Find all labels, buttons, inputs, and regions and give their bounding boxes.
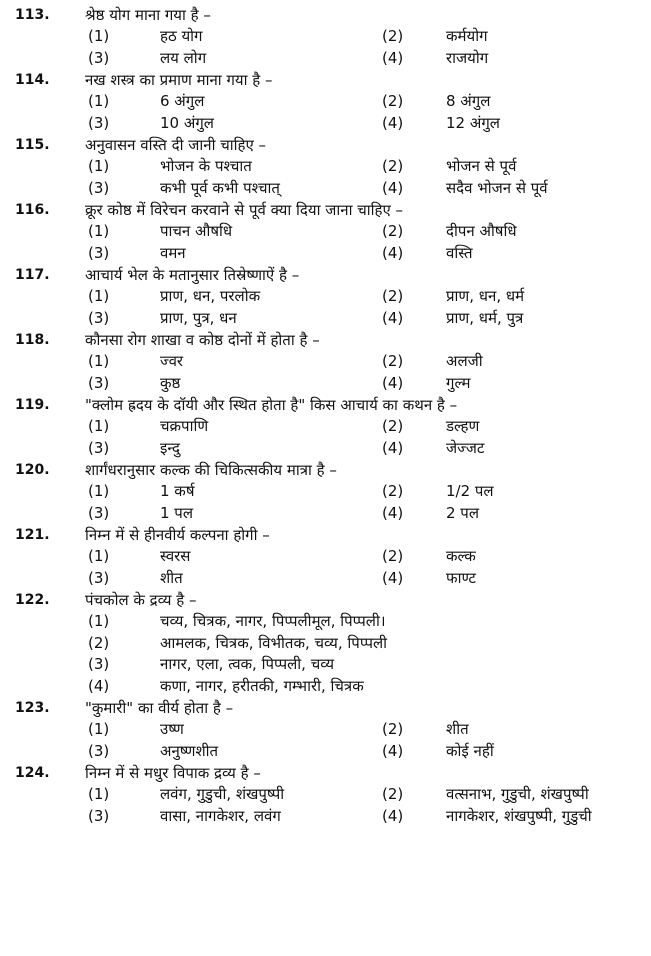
option-number: (3) [88,741,110,760]
option-row [0,91,651,113]
question-text: निम्न में से हीनवीर्य कल्पना होगी – [85,526,270,544]
option-number: (1) [88,482,110,500]
question-text: क्रूर कोष्ठ में विरेचन करवाने से पूर्व क्या दिया जाना चाहिए – [85,201,404,219]
option-text: 1 कर्ष [160,482,195,500]
question-line [0,459,651,481]
option-text: प्राण, धन, धर्म [446,287,525,305]
option-number: (2) [382,417,404,435]
option-text: ज्वर [160,352,184,370]
option-number: (3) [88,243,110,262]
option-row [0,416,651,438]
option-number: (2) [382,785,404,803]
option-text: उष्ण [160,720,184,738]
question-line [0,589,651,611]
option-text: 6 अंगुल [160,92,205,110]
question-number: 124. [15,765,50,781]
option-number: (3) [88,178,110,197]
option-row [0,178,651,200]
option-row [0,676,651,698]
option-number: (3) [88,113,110,132]
option-number: (3) [88,308,110,327]
option-text: कणा, नागर, हरीतकी, गम्भारी, चित्रक [160,676,364,695]
question-5 [0,329,651,394]
option-number: (4) [382,568,404,587]
option-text: वासा, नागकेशर, लवंग [160,806,281,825]
question-4 [0,264,651,329]
option-row [0,633,651,655]
option-number: (1) [88,157,110,175]
question-line [0,199,651,221]
question-number: 119. [15,397,50,413]
question-text: निम्न में से मधुर विपाक द्रव्य है – [85,764,261,782]
option-row [0,351,651,373]
option-number: (3) [88,373,110,392]
option-text: 2 पल [446,503,480,522]
question-text: "कुमारी" का वीर्य होता है – [85,699,234,717]
question-number: 115. [15,137,50,153]
question-text: श्रेष्ठ योग माना गया है – [85,6,211,24]
option-number: (3) [88,438,110,457]
option-row [0,438,651,460]
question-line [0,264,651,286]
option-number: (1) [88,27,110,45]
option-text: कर्मयोग [446,27,488,45]
option-text: कभी पूर्व कभी पश्चात् [160,178,280,197]
option-number: (4) [382,438,404,457]
option-text: लय लोग [160,48,207,67]
option-text: प्राण, धन, परलोक [160,287,261,305]
question-8 [0,524,651,589]
option-text: इन्दु [160,438,180,457]
option-text: फाण्ट [446,568,476,587]
option-text: आमलक, चित्रक, विभीतक, चव्य, पिप्पली [160,633,388,652]
option-text: शीत [160,568,183,587]
option-row [0,611,651,633]
option-row [0,308,651,330]
option-number: (1) [88,92,110,110]
option-number: (4) [382,243,404,262]
question-number: 121. [15,527,50,543]
option-number: (3) [88,503,110,522]
question-number: 120. [15,462,50,478]
question-0 [0,4,651,69]
option-number: (3) [88,655,110,673]
question-number: 123. [15,700,50,716]
option-number: (4) [382,308,404,327]
option-number: (2) [382,547,404,565]
option-number: (4) [88,676,110,695]
question-text: कौनसा रोग शाखा व कोष्ठ दोनों में होता है – [85,331,320,349]
option-text: चव्य, चित्रक, नागर, पिप्पलीमूल, पिप्पली। [160,612,386,630]
option-text: स्वरस [160,547,191,565]
option-text: भोजन से पूर्व [446,157,517,175]
question-number: 122. [15,592,50,608]
question-6 [0,394,651,459]
option-number: (4) [382,741,404,760]
option-text: 10 अंगुल [160,113,214,132]
option-number: (1) [88,547,110,565]
question-text: अनुवासन वस्ति दी जानी चाहिए – [85,136,267,154]
option-row [0,784,651,806]
option-row [0,373,651,395]
option-number: (1) [88,287,110,305]
option-text: 1/2 पल [446,482,494,500]
option-row [0,806,651,828]
option-text: 12 अंगुल [446,113,500,132]
option-number: (2) [382,157,404,175]
option-text: डल्हण [446,417,480,435]
option-text: नागर, एला, त्वक, पिप्पली, चव्य [160,655,335,673]
question-number: 118. [15,332,50,348]
option-text: वत्सनाभ, गुडुची, शंखपुष्पी [446,785,589,803]
option-text: चक्रपाणि [160,417,209,435]
question-text: "क्लोम ह्रदय के दॉयी और स्थित होता है" किस आचार्य का कथन है – [85,396,458,414]
option-row [0,654,651,676]
option-number: (3) [88,48,110,67]
option-number: (2) [382,482,404,500]
option-row [0,741,651,763]
question-number: 117. [15,267,50,283]
option-row [0,481,651,503]
question-text: आचार्य भेल के मतानुसार तिस्रेष्णाऐं है – [85,266,300,284]
question-text: नख शस्त्र का प्रमाण माना गया है – [85,71,273,89]
question-3 [0,199,651,264]
option-row [0,26,651,48]
option-text: प्राण, पुत्र, धन [160,308,237,327]
question-line [0,329,651,351]
option-text: वमन [160,243,186,262]
question-line [0,4,651,26]
option-text: नागकेशर, शंखपुष्पी, गुडुची [446,806,592,825]
question-1 [0,69,651,134]
option-row [0,113,651,135]
question-text: शार्गंधरानुसार कल्क की चिकित्सकीय मात्रा है – [85,461,337,479]
option-text: अनुष्णशीत [160,741,219,760]
question-7 [0,459,651,524]
question-line [0,697,651,719]
option-number: (4) [382,806,404,825]
option-number: (2) [382,720,404,738]
option-text: राजयोग [446,48,489,67]
option-number: (1) [88,352,110,370]
question-page [0,4,651,827]
option-row [0,243,651,265]
option-text: लवंग, गुडुची, शंखपुष्पी [160,785,285,803]
option-number: (4) [382,178,404,197]
option-text: कुष्ठ [160,373,181,392]
option-text: हठ योग [160,27,203,45]
option-number: (1) [88,720,110,738]
option-text: शीत [446,720,469,738]
question-line [0,762,651,784]
option-number: (2) [382,92,404,110]
option-row [0,221,651,243]
option-number: (4) [382,503,404,522]
question-line [0,524,651,546]
question-number: 114. [15,72,50,88]
option-number: (2) [382,222,404,240]
option-number: (4) [382,113,404,132]
question-text: पंचकोल के द्रव्य है – [85,591,197,609]
option-number: (4) [382,373,404,392]
option-text: कोई नहीं [446,741,494,760]
option-number: (1) [88,785,110,803]
option-row [0,719,651,741]
option-text: दीपन औषधि [446,222,517,240]
option-number: (2) [382,27,404,45]
option-row [0,156,651,178]
option-row [0,286,651,308]
option-text: जेज्जट [446,438,485,457]
question-11 [0,762,651,827]
option-text: पाचन औषधि [160,222,233,240]
option-number: (4) [382,48,404,67]
option-number: (3) [88,806,110,825]
option-text: भोजन के पश्चात [160,157,252,175]
option-text: गुल्म [446,373,471,392]
option-number: (2) [88,633,110,652]
question-10 [0,697,651,762]
option-text: 8 अंगुल [446,92,491,110]
option-number: (1) [88,222,110,240]
question-line [0,69,651,91]
option-text: प्राण, धर्म, पुत्र [446,308,524,327]
option-text: 1 पल [160,503,194,522]
option-row [0,568,651,590]
option-text: सदैव भोजन से पूर्व [446,178,548,197]
question-number: 113. [15,7,50,23]
option-row [0,48,651,70]
option-number: (2) [382,287,404,305]
option-text: कल्क [446,547,476,565]
option-number: (1) [88,417,110,435]
option-row [0,546,651,568]
option-number: (3) [88,568,110,587]
question-9 [0,589,651,697]
option-row [0,503,651,525]
option-number: (2) [382,352,404,370]
option-text: अलजी [446,352,483,370]
question-2 [0,134,651,199]
option-text: वस्ति [446,243,473,262]
question-number: 116. [15,202,50,218]
question-line [0,134,651,156]
question-line [0,394,651,416]
option-number: (1) [88,612,110,630]
